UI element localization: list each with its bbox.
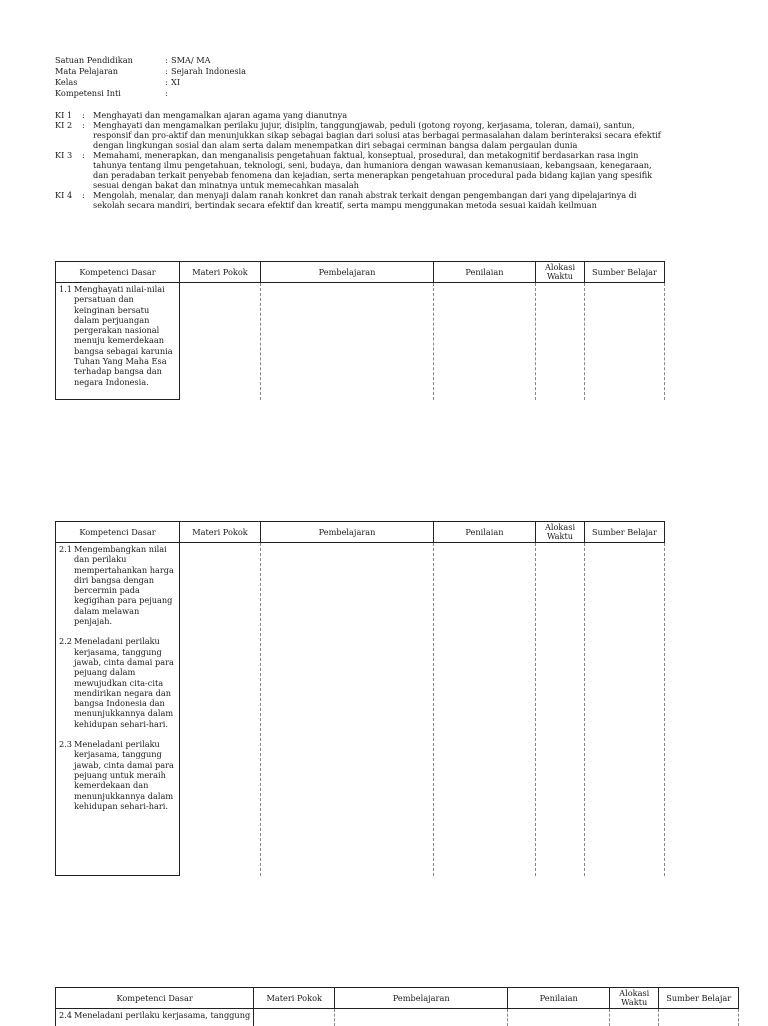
kd-number: 2.4 [59,1010,74,1020]
ki-text: Menghayati dan mengamalkan perilaku jujur, disiplin, tanggungjawab, peduli (gotong royong, kerjasama, toleran, damai), santun, responsif dan pro-aktif dan menunjukkan sikap sebagai bagian dari solusi atas berbagai permasalahan dalam berinteraksi secara efektif dengan lingkungan sosial dan alam serta dalam menempatkan diri sebagai cerminan bangsa dalam pergaulan dunia [93,120,665,150]
col-header-penilaian: Penilaian [434,262,536,283]
ki-item [55,190,665,210]
materi-cell [254,1009,335,1026]
table-row [56,543,665,876]
pembelajaran-cell [261,543,434,876]
ki-item [55,150,665,190]
table-row [56,1009,739,1026]
col-header-pembelajaran: Pembelajaran [335,988,508,1009]
ki-colon: : [82,190,93,210]
ki-colon: : [82,120,93,150]
kd-text: Mengembangkan nilai dan perilaku mempertahankan harga diri bangsa dengan bercermin pada kegigihan para pejuang dalam melawan penjajah. [74,544,176,626]
ki-code: KI 4 [55,190,82,210]
kompetensi-dasar-table-1 [55,261,665,400]
materi-cell [180,543,261,876]
ki-text: Mengolah, menalar, dan menyaji dalam ranah konkret dan ranah abstrak terkait dengan pengembangan dari yang dipelajarinya di sekolah secara mandiri, bertindak secara efektif dan kreatif, serta mampu menggunakan metoda sesuai kaidah keilmuan [93,190,665,210]
ki-text: Menghayati dan mengamalkan ajaran agama yang dianutnya [93,110,665,120]
header-sep: : [165,77,171,88]
materi-cell [180,283,261,400]
table-header-row [56,522,665,543]
kd-number: 1.1 [59,284,74,387]
header-sep: : [165,55,171,66]
col-header-penilaian: Penilaian [434,522,536,543]
header-row-mapel [55,66,246,77]
kompetensi-dasar-table-3 [55,987,739,1026]
kd-cell [56,283,180,400]
col-header-alokasi: Alokasi Waktu [610,988,659,1009]
kd-cell [56,543,180,876]
header-key: Kompetensi Inti [55,88,165,99]
penilaian-cell [434,283,536,400]
kd-text: Meneladani perilaku kerjasama, tanggung jawab, cinta damai para pejuang untuk meraih kemerdekaan dan menunjukkannya dalam kehidupan sehari-hari. [74,739,176,811]
alokasi-cell [536,543,585,876]
col-header-materi: Materi Pokok [180,262,261,283]
header-row-kelas [55,77,246,88]
kompetensi-dasar-table-2 [55,521,665,876]
kd-text: Menghayati nilai-nilai persatuan dan keinginan bersatu dalam perjuangan pergerakan nasional menuju kemerdekaan bangsa sebagai karunia Tuhan Yang Maha Esa terhadap bangsa dan negara Indonesia. [74,284,176,387]
kd-item [59,739,176,811]
table-header-row [56,262,665,283]
col-header-kd: Kompetenci Dasar [56,522,180,543]
col-header-alokasi: Alokasi Waktu [536,522,585,543]
ki-item [55,110,665,120]
pembelajaran-cell [261,283,434,400]
col-header-pembelajaran: Pembelajaran [261,522,434,543]
alokasi-cell [610,1009,659,1026]
kd-number: 2.3 [59,739,74,811]
sumber-cell [585,283,665,400]
col-header-kd: Kompetenci Dasar [56,262,180,283]
ki-colon: : [82,150,93,190]
header-value: XI [171,77,180,88]
ki-item [55,120,665,150]
penilaian-cell [508,1009,610,1026]
kd-text: Meneladani perilaku kerjasama, tanggung [74,1010,250,1020]
kd-number: 2.1 [59,544,74,626]
kd-item [59,1010,250,1020]
header-sep: : [165,66,171,77]
ki-text: Memahami, menerapkan, dan menganalisis pengetahuan faktual, konseptual, prosedural, dan metakognitif berdasarkan rasa ingin tahunya tentang ilmu pengetahuan, teknologi, seni, budaya, dan humaniora dengan wawasan kemanusiaan, kebangsaan, kenegaraan, dan peradaban terkait penyebab fenomena dan kejadian, serta menerapkan pengetahuan procedural pada bidang kajian yang spesifik sesuai dengan bakat dan minatnya untuk memecahkan masalah [93,150,665,190]
col-header-materi: Materi Pokok [254,988,335,1009]
ki-code: KI 2 [55,120,82,150]
table-row [56,283,665,400]
table-header-row [56,988,739,1009]
kd-text: Meneladani perilaku kerjasama, tanggung jawab, cinta damai para pejuang dalam mewujudkan cita-cita mendirikan negara dan bangsa Indonesia dan menunjukkannya dalam kehidupan sehari-hari. [74,636,176,729]
penilaian-cell [434,543,536,876]
header-value: Sejarah Indonesia [171,66,246,77]
ki-colon: : [82,110,93,120]
kompetensi-inti-list [55,110,665,210]
kd-item [59,636,176,729]
sumber-cell [659,1009,739,1026]
col-header-pembelajaran: Pembelajaran [261,262,434,283]
col-header-sumber: Sumber Belajar [585,262,665,283]
col-header-kd: Kompetenci Dasar [56,988,254,1009]
col-header-materi: Materi Pokok [180,522,261,543]
header-row-ki [55,88,246,99]
col-header-sumber: Sumber Belajar [659,988,739,1009]
sumber-cell [585,543,665,876]
ki-code: KI 1 [55,110,82,120]
header-key: Mata Pelajaran [55,66,165,77]
col-header-penilaian: Penilaian [508,988,610,1009]
header-sep: : [165,88,171,99]
header-value: SMA/ MA [171,55,211,66]
col-header-sumber: Sumber Belajar [585,522,665,543]
document-header [55,55,246,99]
kd-item [59,544,176,626]
header-key: Kelas [55,77,165,88]
col-header-alokasi: Alokasi Waktu [536,262,585,283]
ki-code: KI 3 [55,150,82,190]
pembelajaran-cell [335,1009,508,1026]
alokasi-cell [536,283,585,400]
kd-number: 2.2 [59,636,74,729]
header-key: Satuan Pendidikan [55,55,165,66]
kd-item [59,284,176,387]
kd-cell [56,1009,254,1026]
header-row-satuan [55,55,246,66]
